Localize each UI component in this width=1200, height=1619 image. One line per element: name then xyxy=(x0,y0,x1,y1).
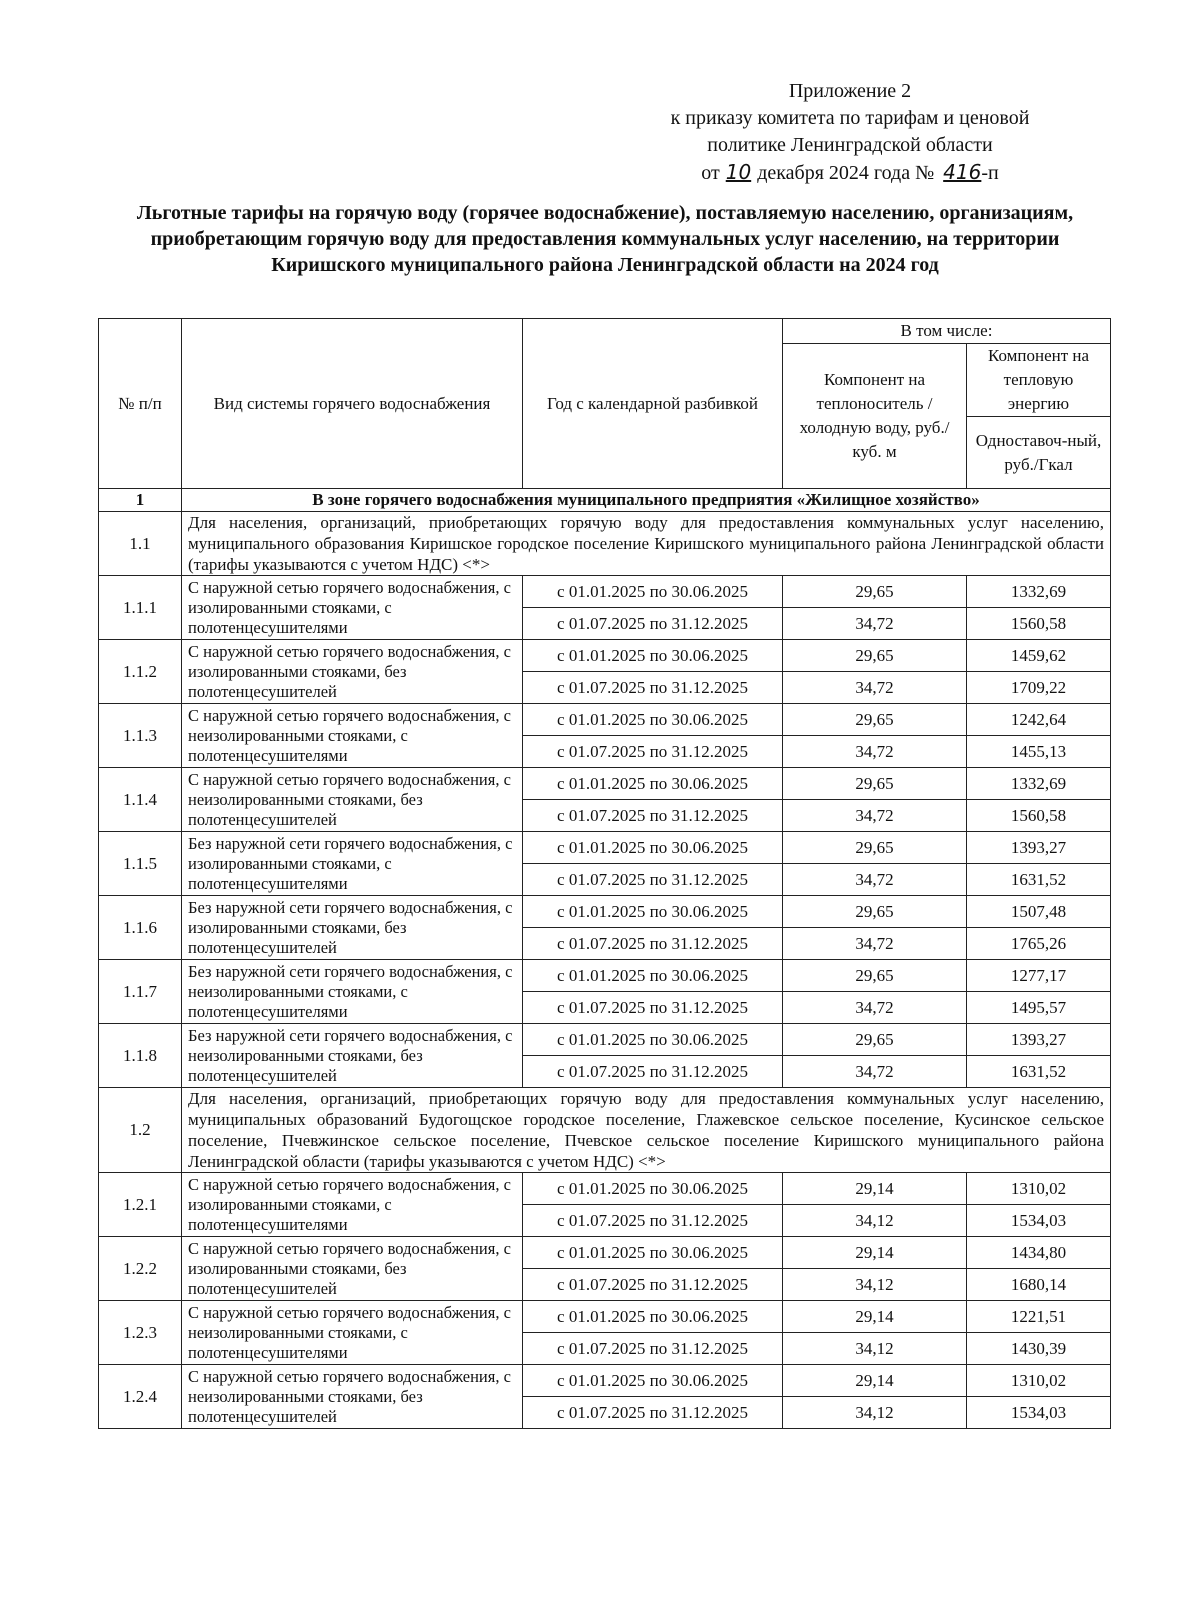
header-energy-component: Компонент на тепловую энергию xyxy=(967,344,1111,417)
row-num: 1.2.4 xyxy=(99,1365,182,1429)
period: с 01.07.2025 по 31.12.2025 xyxy=(523,800,783,832)
carrier-value: 34,12 xyxy=(783,1205,967,1237)
carrier-value: 29,14 xyxy=(783,1237,967,1269)
appendix-line: политике Ленинградской области xyxy=(707,134,993,156)
energy-value: 1434,80 xyxy=(967,1237,1111,1269)
energy-value: 1709,22 xyxy=(967,672,1111,704)
header-system-type: Вид системы горячего водоснабжения xyxy=(182,319,523,489)
system-type: С наружной сетью горячего водоснабжения, с изолированными стояками, с полотенцесушителями xyxy=(182,1173,523,1237)
energy-value: 1332,69 xyxy=(967,576,1111,608)
energy-value: 1455,13 xyxy=(967,736,1111,768)
row-num: 1.1.1 xyxy=(99,576,182,640)
carrier-value: 29,65 xyxy=(783,704,967,736)
period: с 01.07.2025 по 31.12.2025 xyxy=(523,608,783,640)
table-row xyxy=(99,704,1111,736)
period: с 01.07.2025 по 31.12.2025 xyxy=(523,1333,783,1365)
carrier-value: 29,14 xyxy=(783,1301,967,1333)
period: с 01.01.2025 по 30.06.2025 xyxy=(523,1237,783,1269)
table-row xyxy=(99,1173,1111,1205)
period: с 01.07.2025 по 31.12.2025 xyxy=(523,672,783,704)
energy-value: 1277,17 xyxy=(967,960,1111,992)
tariff-table xyxy=(98,318,1111,1429)
table-row xyxy=(99,896,1111,928)
energy-value: 1495,57 xyxy=(967,992,1111,1024)
carrier-value: 34,12 xyxy=(783,1397,967,1429)
carrier-value: 29,65 xyxy=(783,576,967,608)
energy-value: 1534,03 xyxy=(967,1205,1111,1237)
header-carrier-component: Компонент на теплоноситель /холодную воду, руб./куб. м xyxy=(783,344,967,489)
system-type: С наружной сетью горячего водоснабжения, с изолированными стояками, с полотенцесушителями xyxy=(182,576,523,640)
carrier-value: 34,12 xyxy=(783,1269,967,1301)
group-num: 1.2 xyxy=(99,1088,182,1173)
row-num: 1.1.7 xyxy=(99,960,182,1024)
period: с 01.01.2025 по 30.06.2025 xyxy=(523,832,783,864)
system-type: Без наружной сети горячего водоснабжения, с изолированными стояками, без полотенцесушителей xyxy=(182,896,523,960)
carrier-value: 34,72 xyxy=(783,672,967,704)
energy-value: 1507,48 xyxy=(967,896,1111,928)
carrier-value: 34,72 xyxy=(783,864,967,896)
energy-value: 1393,27 xyxy=(967,1024,1111,1056)
period: с 01.01.2025 по 30.06.2025 xyxy=(523,1365,783,1397)
appendix-date-line xyxy=(560,159,1140,187)
carrier-value: 29,65 xyxy=(783,832,967,864)
table-row xyxy=(99,832,1111,864)
row-num: 1.1.3 xyxy=(99,704,182,768)
row-num: 1.1.8 xyxy=(99,1024,182,1088)
period: с 01.07.2025 по 31.12.2025 xyxy=(523,992,783,1024)
period: с 01.01.2025 по 30.06.2025 xyxy=(523,640,783,672)
energy-value: 1534,03 xyxy=(967,1397,1111,1429)
table-row xyxy=(99,768,1111,800)
table-body xyxy=(99,489,1111,1429)
row-num: 1.1.2 xyxy=(99,640,182,704)
date-prefix: от xyxy=(701,162,720,184)
carrier-value: 34,72 xyxy=(783,608,967,640)
period: с 01.07.2025 по 31.12.2025 xyxy=(523,1397,783,1429)
energy-value: 1560,58 xyxy=(967,608,1111,640)
group-row xyxy=(99,1088,1111,1173)
handwritten-number: 416 xyxy=(943,160,982,184)
system-type: Без наружной сети горячего водоснабжения, с неизолированными стояками, без полотенцесушителей xyxy=(182,1024,523,1088)
table-row xyxy=(99,576,1111,608)
appendix-header xyxy=(560,78,1140,187)
carrier-value: 29,65 xyxy=(783,768,967,800)
energy-value: 1242,64 xyxy=(967,704,1111,736)
energy-value: 1393,27 xyxy=(967,832,1111,864)
period: с 01.07.2025 по 31.12.2025 xyxy=(523,928,783,960)
energy-value: 1310,02 xyxy=(967,1365,1111,1397)
header-single-rate: Одноставоч-ный, руб./Гкал xyxy=(967,417,1111,489)
energy-value: 1631,52 xyxy=(967,1056,1111,1088)
section-row xyxy=(99,489,1111,512)
period: с 01.01.2025 по 30.06.2025 xyxy=(523,768,783,800)
row-num: 1.1.4 xyxy=(99,768,182,832)
table-row xyxy=(99,1237,1111,1269)
carrier-value: 34,72 xyxy=(783,1056,967,1088)
table-row xyxy=(99,1365,1111,1397)
period: с 01.01.2025 по 30.06.2025 xyxy=(523,1301,783,1333)
carrier-value: 29,14 xyxy=(783,1173,967,1205)
row-num: 1.1.6 xyxy=(99,896,182,960)
carrier-value: 29,65 xyxy=(783,896,967,928)
energy-value: 1560,58 xyxy=(967,800,1111,832)
energy-value: 1221,51 xyxy=(967,1301,1111,1333)
group-row xyxy=(99,512,1111,576)
header-including: В том числе: xyxy=(783,319,1111,344)
system-type: С наружной сетью горячего водоснабжения, с неизолированными стояками, без полотенцесушителей xyxy=(182,1365,523,1429)
row-num: 1.1.5 xyxy=(99,832,182,896)
energy-value: 1680,14 xyxy=(967,1269,1111,1301)
row-num: 1.2.3 xyxy=(99,1301,182,1365)
period: с 01.07.2025 по 31.12.2025 xyxy=(523,1269,783,1301)
date-middle: декабря 2024 года № xyxy=(757,162,935,184)
system-type: С наружной сетью горячего водоснабжения, с изолированными стояками, без полотенцесушителей xyxy=(182,640,523,704)
table-row xyxy=(99,640,1111,672)
period: с 01.07.2025 по 31.12.2025 xyxy=(523,1205,783,1237)
group-description: Для населения, организаций, приобретающих горячую воду для предоставления коммунальных услуг населению, муниципальных образований Будогощское городское поселение, Глажевское сельское поселение, Кусинское сельское поселение, Пчевжинское сельское поселение, Пчевское сельское поселение Киришского муниципального района Ленинградской области (тарифы указываются с учетом НДС) <*> xyxy=(182,1088,1111,1173)
table-row xyxy=(99,1301,1111,1333)
system-type: С наружной сетью горячего водоснабжения, с неизолированными стояками, с полотенцесушителями xyxy=(182,704,523,768)
table-row xyxy=(99,960,1111,992)
row-num: 1.2.1 xyxy=(99,1173,182,1237)
number-suffix: -п xyxy=(981,162,999,184)
period: с 01.07.2025 по 31.12.2025 xyxy=(523,736,783,768)
carrier-value: 34,72 xyxy=(783,928,967,960)
period: с 01.07.2025 по 31.12.2025 xyxy=(523,864,783,896)
energy-value: 1430,39 xyxy=(967,1333,1111,1365)
group-num: 1.1 xyxy=(99,512,182,576)
period: с 01.01.2025 по 30.06.2025 xyxy=(523,896,783,928)
carrier-value: 29,65 xyxy=(783,960,967,992)
energy-value: 1310,02 xyxy=(967,1173,1111,1205)
carrier-value: 29,65 xyxy=(783,1024,967,1056)
energy-value: 1459,62 xyxy=(967,640,1111,672)
period: с 01.01.2025 по 30.06.2025 xyxy=(523,1173,783,1205)
carrier-value: 34,72 xyxy=(783,736,967,768)
system-type: С наружной сетью горячего водоснабжения, с неизолированными стояками, с полотенцесушителями xyxy=(182,1301,523,1365)
carrier-value: 29,65 xyxy=(783,640,967,672)
row-num: 1.2.2 xyxy=(99,1237,182,1301)
handwritten-day: 10 xyxy=(725,160,752,184)
energy-value: 1332,69 xyxy=(967,768,1111,800)
period: с 01.01.2025 по 30.06.2025 xyxy=(523,960,783,992)
period: с 01.07.2025 по 31.12.2025 xyxy=(523,1056,783,1088)
header-year: Год с календарной разбивкой xyxy=(523,319,783,489)
system-type: Без наружной сети горячего водоснабжения, с неизолированными стояками, с полотенцесушителями xyxy=(182,960,523,1024)
period: с 01.01.2025 по 30.06.2025 xyxy=(523,704,783,736)
table-row xyxy=(99,1024,1111,1056)
section-label: В зоне горячего водоснабжения муниципального предприятия «Жилищное хозяйство» xyxy=(182,489,1111,512)
period: с 01.01.2025 по 30.06.2025 xyxy=(523,576,783,608)
system-type: С наружной сетью горячего водоснабжения, с неизолированными стояками, без полотенцесушителей xyxy=(182,768,523,832)
energy-value: 1631,52 xyxy=(967,864,1111,896)
system-type: Без наружной сети горячего водоснабжения, с изолированными стояками, с полотенцесушителями xyxy=(182,832,523,896)
group-description: Для населения, организаций, приобретающих горячую воду для предоставления коммунальных услуг населению, муниципального образования Киришское городское поселение Киришского муниципального района Ленинградской области (тарифы указываются с учетом НДС) <*> xyxy=(182,512,1111,576)
system-type: С наружной сетью горячего водоснабжения, с изолированными стояками, без полотенцесушителей xyxy=(182,1237,523,1301)
header-num: № п/п xyxy=(99,319,182,489)
appendix-line: к приказу комитета по тарифам и ценовой xyxy=(670,107,1030,129)
appendix-line: Приложение 2 xyxy=(788,80,912,102)
carrier-value: 34,72 xyxy=(783,800,967,832)
section-num: 1 xyxy=(99,489,182,512)
carrier-value: 34,12 xyxy=(783,1333,967,1365)
period: с 01.01.2025 по 30.06.2025 xyxy=(523,1024,783,1056)
energy-value: 1765,26 xyxy=(967,928,1111,960)
carrier-value: 34,72 xyxy=(783,992,967,1024)
carrier-value: 29,14 xyxy=(783,1365,967,1397)
document-title: Льготные тарифы на горячую воду (горячее водоснабжение), поставляемую населению, организациям, приобретающим горячую воду для предоставления коммунальных услуг населению, на территории Киришского муниципального района Ленинградской области на 2024 год xyxy=(136,202,1074,276)
